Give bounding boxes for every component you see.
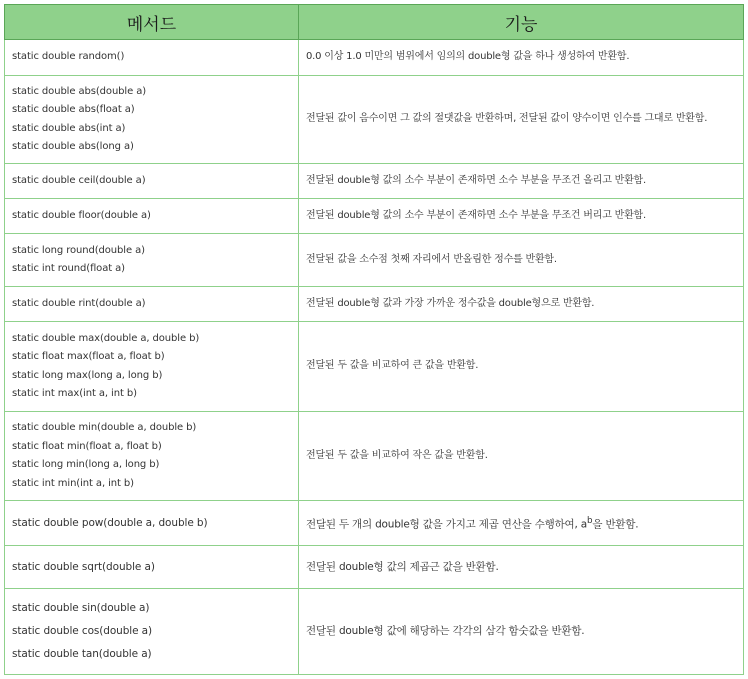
method-signature: static long max(long a, long b)	[12, 369, 163, 381]
method-cell	[5, 164, 299, 199]
method-cell	[5, 287, 299, 322]
method-signature: static double max(double a, double b)	[12, 332, 200, 344]
method-cell	[5, 501, 299, 546]
table-row	[5, 234, 744, 287]
method-signature: static double random()	[12, 51, 125, 63]
method-signature: static double sqrt(double a)	[12, 560, 155, 573]
table-row	[5, 322, 744, 412]
description-text: 전달된 두 개의 double형 값을 가지고 제곱 연산을 수행하여, a	[306, 518, 587, 531]
description-cell: 전달된 두 값을 비교하여 작은 값을 반환함.	[299, 412, 744, 501]
description-cell: 0.0 이상 1.0 미만의 범위에서 임의의 double형 값을 하나 생성하여 반환함.	[299, 40, 744, 76]
method-cell	[5, 234, 299, 287]
header-method: 메서드	[5, 5, 299, 40]
method-cell	[5, 40, 299, 76]
method-signature: static float min(float a, float b)	[12, 440, 162, 452]
description-cell: 전달된 double형 값에 해당하는 각각의 삼각 함숫값을 반환함.	[299, 589, 744, 675]
method-signature: static double ceil(double a)	[12, 174, 146, 186]
description-cell: 전달된 값이 음수이면 그 값의 절댓값을 반환하며, 전달된 값이 양수이면 인수를 그대로 반환함.	[299, 76, 744, 164]
description-cell: 전달된 값을 소수점 첫째 자리에서 반올림한 정수를 반환함.	[299, 234, 744, 287]
method-signature: static double sin(double a)	[12, 602, 150, 614]
method-signature: static double abs(int a)	[12, 122, 126, 134]
method-signature: static double floor(double a)	[12, 209, 151, 221]
table-row	[5, 287, 744, 322]
method-signature: static double tan(double a)	[12, 648, 152, 660]
table-row	[5, 546, 744, 589]
description-cell	[299, 501, 744, 546]
table-row	[5, 164, 744, 199]
method-cell	[5, 589, 299, 675]
table-row	[5, 40, 744, 76]
method-cell	[5, 322, 299, 412]
method-signature: static double pow(double a, double b)	[12, 516, 208, 529]
exponent-superscript: b	[587, 515, 593, 526]
method-cell	[5, 76, 299, 164]
method-signature: static double abs(double a)	[12, 85, 147, 97]
description-cell: 전달된 double형 값과 가장 가까운 정수값을 double형으로 반환함.	[299, 287, 744, 322]
method-signature: static double abs(long a)	[12, 141, 134, 152]
description-cell: 전달된 double형 값의 소수 부분이 존재하면 소수 부분을 무조건 버리고 반환함.	[299, 199, 744, 234]
method-signature: static float max(float a, float b)	[12, 351, 165, 362]
header-function: 기능	[299, 5, 744, 40]
method-cell	[5, 199, 299, 234]
description-cell: 전달된 두 값을 비교하여 큰 값을 반환함.	[299, 322, 744, 412]
table-row	[5, 589, 744, 675]
method-signature: static long min(long a, long b)	[12, 459, 160, 470]
description-cell: 전달된 double형 값의 제곱근 값을 반환함.	[299, 546, 744, 589]
table-row	[5, 501, 744, 546]
table-row	[5, 412, 744, 501]
description-cell: 전달된 double형 값의 소수 부분이 존재하면 소수 부분을 무조건 올리고 반환함.	[299, 164, 744, 199]
method-signature: static double cos(double a)	[12, 625, 153, 637]
method-cell	[5, 412, 299, 501]
method-cell	[5, 546, 299, 589]
method-signature: static long round(double a)	[12, 244, 145, 256]
method-signature: static double abs(float a)	[12, 104, 135, 115]
description-text-end: 을 반환함.	[592, 518, 639, 531]
table-header-row	[5, 5, 744, 40]
math-methods-table-container	[4, 4, 743, 675]
math-methods-table	[4, 4, 744, 675]
table-row	[5, 199, 744, 234]
method-signature: static int max(int a, int b)	[12, 388, 137, 399]
method-signature: static double min(double a, double b)	[12, 422, 197, 433]
method-signature: static int round(float a)	[12, 263, 125, 274]
method-signature: static int min(int a, int b)	[12, 477, 134, 489]
method-signature: static double rint(double a)	[12, 297, 146, 309]
table-row	[5, 76, 744, 164]
